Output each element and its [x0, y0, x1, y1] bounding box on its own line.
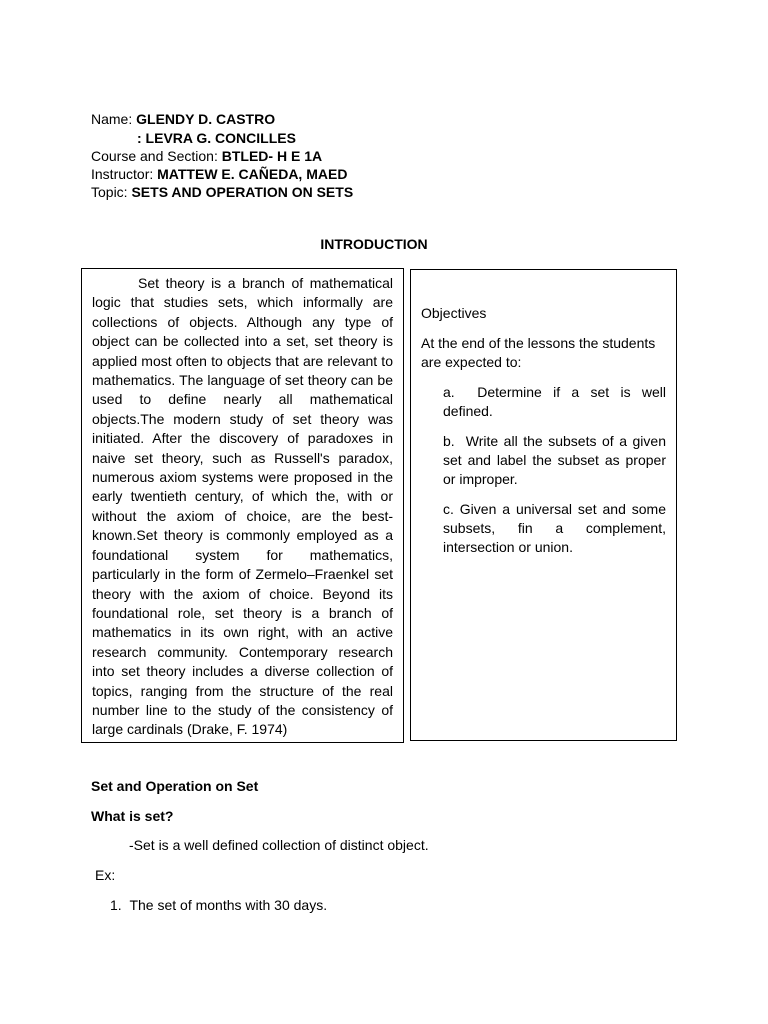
section-title: Set and Operation on Set — [91, 778, 259, 794]
objective-a: a. Determine if a set is well defined. — [443, 384, 666, 419]
introduction-text — [92, 274, 393, 740]
instructor-line — [91, 165, 347, 183]
topic-value: SETS AND OPERATION ON SETS — [131, 184, 354, 200]
course-value: BTLED- H E 1A — [221, 148, 323, 164]
objectives-intro: At the end of the lessons the students are expected to: — [421, 335, 656, 370]
example-label: Ex: — [95, 867, 116, 883]
topic-line — [91, 183, 353, 201]
objectives-box — [410, 269, 677, 741]
example-item-1: 1. The set of months with 30 days. — [110, 897, 328, 913]
introduction-paragraph: Set theory is a branch of mathematical logic that studies sets, which informally are collections of objects. Although any type of object can be collected into a set, set theory is applied most often to objects that are relevant to mathematics. The language of set theory can be used to define nearly all mathematical objects.The modern study of set theory was initiated. After the discovery of paradoxes in naive set theory, such as Russell's paradox, numerous axiom systems were proposed in the early twentieth century, of which the, with or without the axiom of choice, are the best-known.Set theory is commonly employed as a foundational system for mathematics, particularly in the form of Zermelo–Fraenkel set theory with the axiom of choice. Beyond its foundational role, set theory is a branch of mathematics in its own right, with an active research community. Contemporary research into set theory includes a diverse collection of topics, ranging from the structure of the real number line to the study of the consistency of large cardinals (Drake, F. 1974) — [92, 275, 393, 738]
course-line — [91, 147, 322, 165]
student-name-2: : LEVRA G. CONCILLES — [137, 130, 296, 146]
objective-b: b. Write all the subsets of a given set and label the subset as proper or improper. — [443, 433, 666, 487]
set-definition: -Set is a well defined collection of distinct object. — [129, 837, 429, 853]
course-label: Course and Section: — [91, 148, 218, 164]
introduction-box — [81, 268, 404, 743]
instructor-value: MATTEW E. CAÑEDA, MAED — [157, 166, 348, 182]
student-name-1: GLENDY D. CASTRO — [136, 111, 276, 127]
name-line — [91, 110, 275, 128]
instructor-label: Instructor: — [91, 166, 154, 182]
second-name-line — [137, 129, 296, 147]
objective-c: c. Given a universal set and some subsets, fin a complement, intersection or union. — [443, 501, 666, 555]
topic-label: Topic: — [91, 184, 128, 200]
name-label: Name: — [91, 111, 133, 127]
section-question: What is set? — [91, 808, 174, 824]
introduction-heading: INTRODUCTION — [320, 236, 428, 252]
objectives-title: Objectives — [421, 305, 487, 321]
